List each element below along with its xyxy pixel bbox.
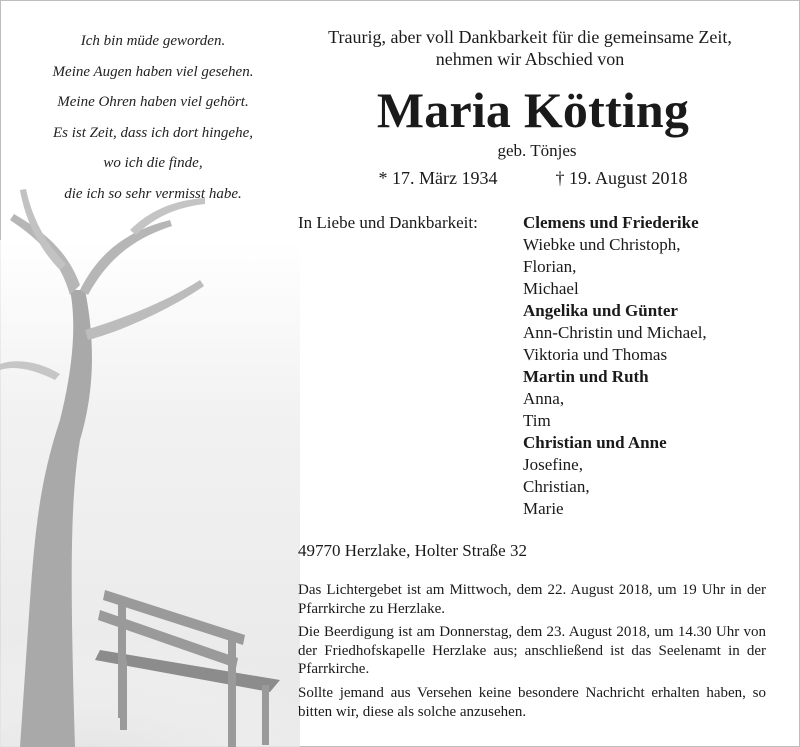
mourner-name: Christian, <box>523 477 590 496</box>
mourner-name: Wiebke und Christoph, <box>523 235 681 254</box>
mourner-name: Anna, <box>523 389 565 408</box>
mourner-name: Tim <box>523 411 551 430</box>
funeral-notes <box>298 581 766 726</box>
mourner-name: Josefine, <box>523 455 583 474</box>
poem-line: Ich bin müde geworden. <box>80 33 226 49</box>
mourner-name: Michael <box>523 279 579 298</box>
mourner-name: Ann-Christin und Michael, <box>523 323 707 342</box>
mourners-list <box>523 212 707 520</box>
note-paragraph: Das Lichtergebet ist am Mittwoch, dem 22. August 2018, um 19 Uhr in der Pfarrkirche zu Herzlake. <box>298 582 766 617</box>
intro-line: Traurig, aber voll Dankbarkeit für die gemeinsame Zeit, <box>328 27 732 47</box>
intro-line: nehmen wir Abschied von <box>435 49 625 69</box>
mourner-name: Viktoria und Thomas <box>523 345 668 364</box>
poem <box>22 26 284 210</box>
mourners-lead: In Liebe und Dankbarkeit: <box>298 213 478 232</box>
death-date: † 19. August 2018 <box>555 168 688 188</box>
mourner-family: Christian und Anne <box>523 433 667 452</box>
birth-date: * 17. März 1934 <box>378 168 498 188</box>
address: 49770 Herzlake, Holter Straße 32 <box>298 541 527 560</box>
poem-line: Meine Ohren haben viel gehört. <box>57 94 249 111</box>
poem-line: Meine Augen haben viel gesehen. <box>52 63 254 80</box>
deceased-name: Maria Kötting <box>376 82 690 138</box>
notice-body <box>298 26 768 720</box>
note-paragraph: Die Beerdigung ist am Donnerstag, dem 23. August 2018, um 14.30 Uhr von der Friedhofskapelle Herzlake aus; anschließend ist das Seelenamt in der Pfarrkirche. <box>298 624 766 678</box>
poem-line: wo ich die finde, <box>103 155 203 172</box>
tree-and-bench-illustration <box>0 180 300 747</box>
life-dates <box>298 166 768 190</box>
intro-text <box>292 26 768 70</box>
poem-line: Es ist Zeit, dass ich dort hingehe, <box>53 124 253 141</box>
birth-name: geb. Tönjes <box>497 141 577 160</box>
mourner-name: Marie <box>523 499 564 518</box>
mourner-name: Florian, <box>523 257 577 276</box>
note-paragraph: Sollte jemand aus Versehen keine besondere Nachricht erhalten haben, so bitten wir, diese als solche anzusehen. <box>298 684 766 720</box>
mourner-family: Angelika und Günter <box>523 301 678 320</box>
mourner-family: Clemens und Friederike <box>523 213 699 232</box>
poem-line: die ich so sehr vermisst habe. <box>64 185 242 202</box>
mourner-family: Martin und Ruth <box>523 367 649 386</box>
